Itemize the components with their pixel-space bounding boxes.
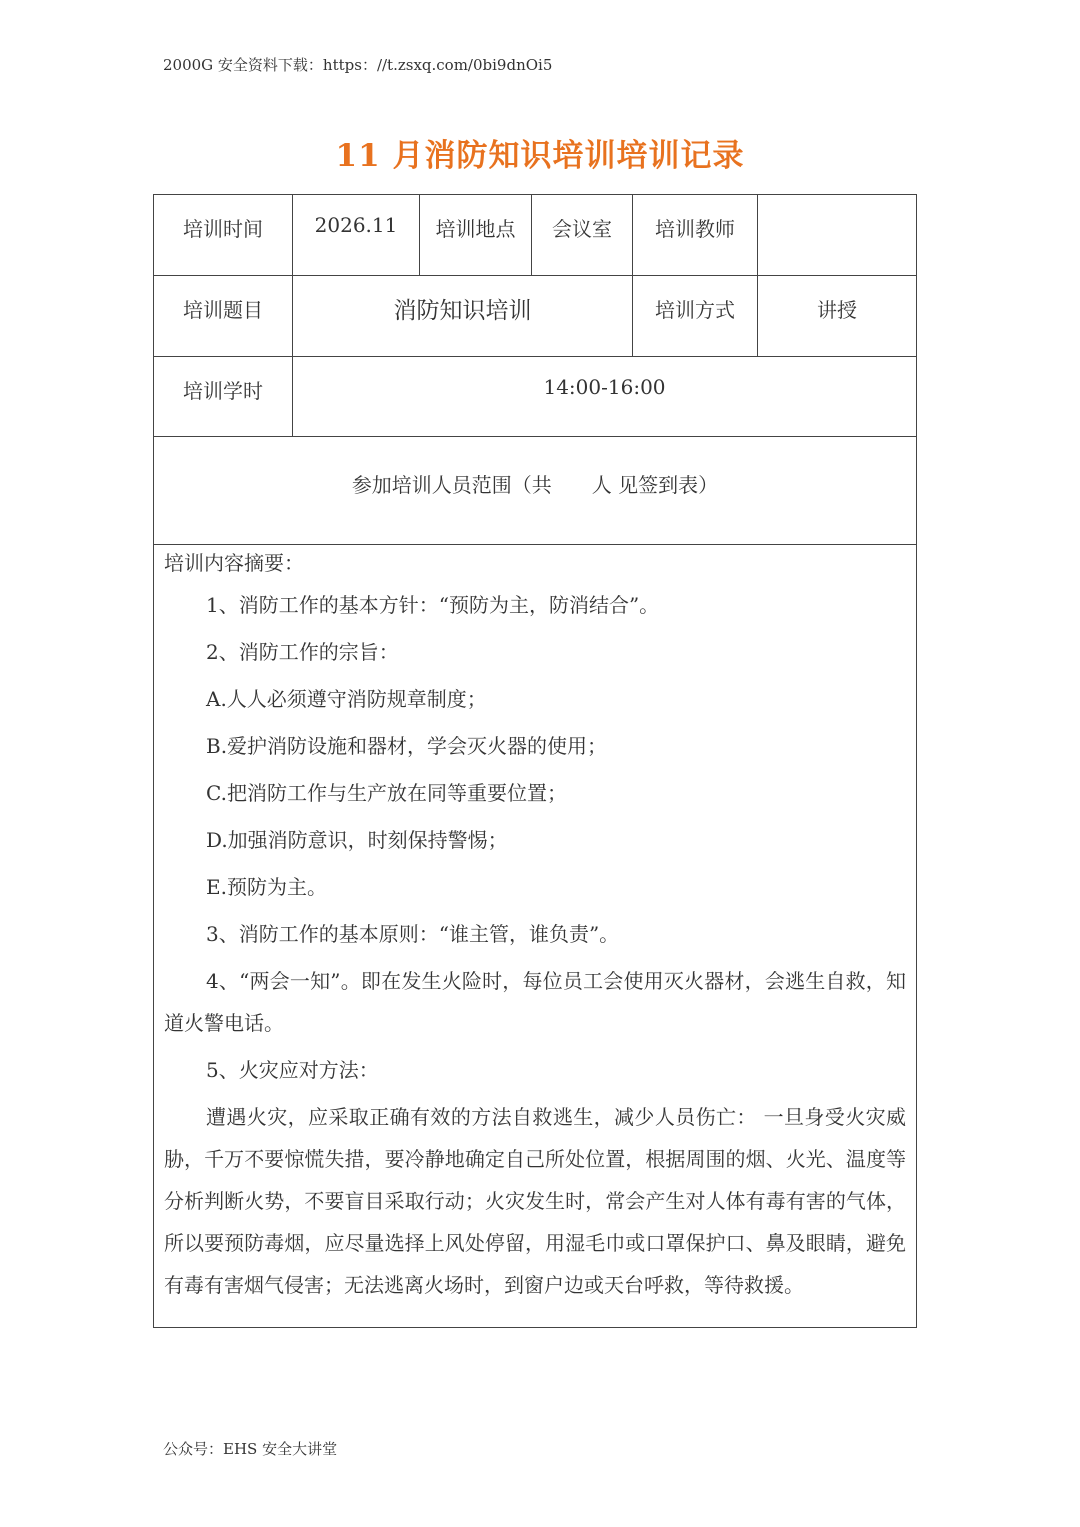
summary-item: D.加强消防意识，时刻保持警惕； [206,828,508,852]
summary-item: 1、消防工作的基本方针：“预防为主，防消结合”。 [206,593,660,617]
method-value: 讲授 [758,276,917,357]
location-label: 培训地点 [420,195,532,276]
summary-item: C.把消防工作与生产放在同等重要位置； [206,781,567,805]
summary-item: 遭遇火灾，应采取正确有效的方法自救逃生，减少人员伤亡： 一旦身受火灾威胁，千万不要惊慌失措，要冷静地确定自己所处位置，根据周围的烟、火光、温度等分析判断火势，不要盲目采取行动；火灾发生时，常会产生对人体有毒有害的气体，所以要预防毒烟，应尽量选择上风处停留，用湿毛巾或口罩保护口、鼻及眼睛，避免有毒有害烟气侵害；无法逃离火场时，到窗户边或天台呼救，等待救援。 [164,1105,906,1297]
training-record-table [153,194,917,1328]
hours-value: 14:00-16:00 [293,357,917,437]
document-title: 11 月消防知识培训培训记录 [335,138,745,174]
method-label: 培训方式 [633,276,758,357]
summary-item: 5、火灾应对方法： [206,1058,379,1082]
teacher-value [758,195,917,276]
summary-item: A.人人必须遵守消防规章制度； [206,687,487,711]
footer-account-note: 公众号：EHS 安全大讲堂 [163,1440,338,1458]
topic-value: 消防知识培训 [293,276,633,357]
summary-item: 3、消防工作的基本原则：“谁主管，谁负责”。 [206,922,620,946]
hours-label: 培训学时 [154,357,293,437]
teacher-label: 培训教师 [633,195,758,276]
location-value: 会议室 [532,195,633,276]
time-label: 培训时间 [154,195,293,276]
time-value: 2026.11 [293,195,420,276]
summary-item: 4、“两会一知”。即在发生火险时，每位员工会使用灭火器材，会逃生自救，知道火警电话。 [164,969,906,1035]
summary-heading: 培训内容摘要： [164,551,304,575]
summary-item: B.爱护消防设施和器材，学会灭火器的使用； [206,734,608,758]
summary-cell [154,545,917,1328]
topic-label: 培训题目 [154,276,293,357]
summary-item: E.预防为主。 [206,875,327,899]
header-download-note: 2000G 安全资料下载：https：//t.zsxq.com/0bi9dnOi5 [163,56,553,74]
participants-scope: 参加培训人员范围（共 人 见签到表） [154,437,917,545]
summary-item: 2、消防工作的宗旨： [206,640,399,664]
